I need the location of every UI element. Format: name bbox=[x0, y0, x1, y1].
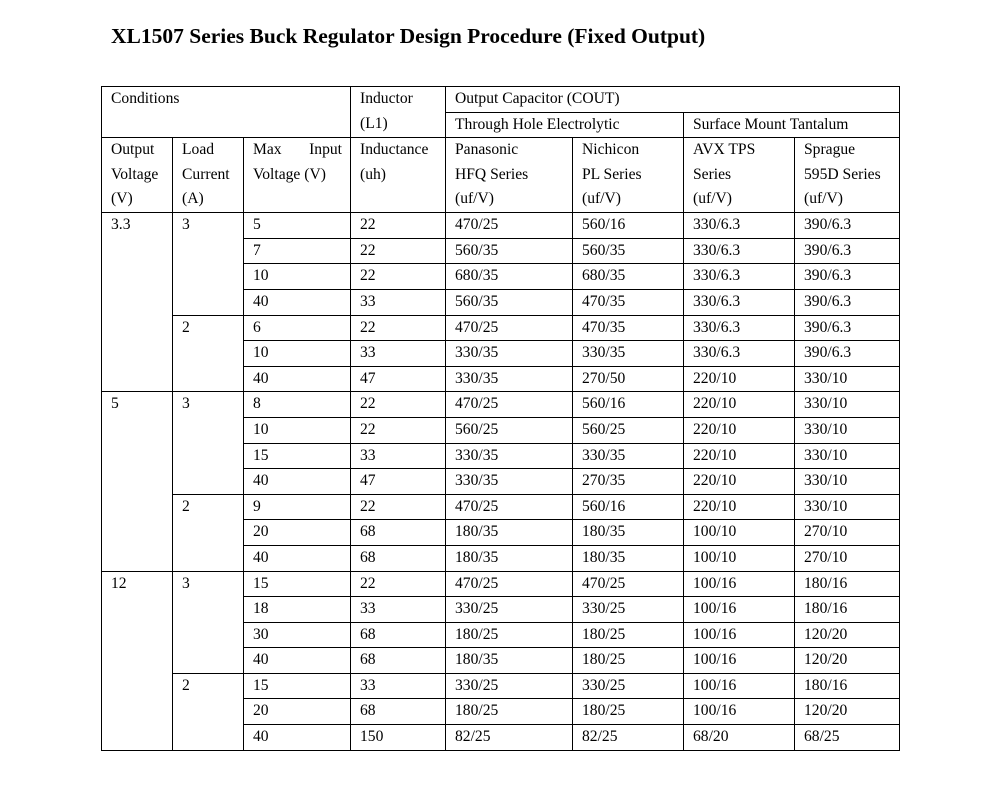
panasonic-cell: 470/25 bbox=[446, 494, 573, 520]
max-input-voltage-cell: 8 bbox=[244, 392, 351, 418]
nichicon-cell: 330/35 bbox=[573, 443, 684, 469]
panasonic-cell: 470/25 bbox=[446, 571, 573, 597]
avx-cell: 220/10 bbox=[684, 392, 795, 418]
nichicon-cell: 330/35 bbox=[573, 341, 684, 367]
max-input-voltage-cell: 5 bbox=[244, 213, 351, 239]
inductance-cell: 150 bbox=[351, 725, 446, 751]
nichicon-cell: 180/25 bbox=[573, 622, 684, 648]
sprague-cell: 390/6.3 bbox=[795, 289, 900, 315]
inductance-cell: 33 bbox=[351, 341, 446, 367]
max-input-voltage-cell: 40 bbox=[244, 545, 351, 571]
nichicon-cell: 560/25 bbox=[573, 417, 684, 443]
panasonic-cell: 470/25 bbox=[446, 315, 573, 341]
sprague-cell: 330/10 bbox=[795, 392, 900, 418]
table-row bbox=[102, 571, 900, 597]
inductance-cell: 68 bbox=[351, 520, 446, 546]
sprague-cell: 390/6.3 bbox=[795, 238, 900, 264]
header-row bbox=[102, 138, 900, 213]
load-current-cell: 2 bbox=[173, 494, 244, 571]
sprague-cell: 330/10 bbox=[795, 417, 900, 443]
inductor-header: Inductor (L1) bbox=[351, 87, 446, 138]
conditions-header: Conditions bbox=[102, 87, 351, 138]
sprague-cell: 390/6.3 bbox=[795, 264, 900, 290]
sprague-cell: 390/6.3 bbox=[795, 213, 900, 239]
load-current-cell: 2 bbox=[173, 673, 244, 750]
avx-cell: 330/6.3 bbox=[684, 264, 795, 290]
avx-cell: 220/10 bbox=[684, 366, 795, 392]
max-input-voltage-cell: 7 bbox=[244, 238, 351, 264]
sprague-cell: 180/16 bbox=[795, 673, 900, 699]
output-voltage-header: Output Voltage (V) bbox=[102, 138, 173, 213]
nichicon-cell: 270/50 bbox=[573, 366, 684, 392]
panasonic-cell: 330/25 bbox=[446, 673, 573, 699]
panasonic-cell: 180/35 bbox=[446, 520, 573, 546]
output-voltage-cell: 5 bbox=[102, 392, 173, 571]
sprague-cell: 330/10 bbox=[795, 443, 900, 469]
design-procedure-table bbox=[101, 86, 900, 751]
nichicon-cell: 560/16 bbox=[573, 213, 684, 239]
sprague-cell: 330/10 bbox=[795, 469, 900, 495]
avx-cell: 330/6.3 bbox=[684, 213, 795, 239]
inductance-cell: 22 bbox=[351, 238, 446, 264]
inductance-cell: 33 bbox=[351, 443, 446, 469]
load-current-header: Load Current (A) bbox=[173, 138, 244, 213]
panasonic-cell: 330/35 bbox=[446, 469, 573, 495]
avx-cell: 100/16 bbox=[684, 597, 795, 623]
sprague-cell: 180/16 bbox=[795, 571, 900, 597]
avx-header: AVX TPS Series (uf/V) bbox=[684, 138, 795, 213]
panasonic-cell: 680/35 bbox=[446, 264, 573, 290]
inductance-cell: 47 bbox=[351, 366, 446, 392]
sprague-cell: 330/10 bbox=[795, 366, 900, 392]
sprague-cell: 330/10 bbox=[795, 494, 900, 520]
table-row bbox=[102, 392, 900, 418]
avx-cell: 100/16 bbox=[684, 648, 795, 674]
table-row bbox=[102, 213, 900, 239]
sprague-cell: 390/6.3 bbox=[795, 341, 900, 367]
max-input-voltage-cell: 40 bbox=[244, 648, 351, 674]
nichicon-cell: 470/25 bbox=[573, 571, 684, 597]
inductance-cell: 33 bbox=[351, 289, 446, 315]
max-input-voltage-cell: 40 bbox=[244, 366, 351, 392]
output-voltage-cell: 3.3 bbox=[102, 213, 173, 392]
inductance-cell: 47 bbox=[351, 469, 446, 495]
table-row bbox=[102, 673, 900, 699]
load-current-cell: 2 bbox=[173, 315, 244, 392]
nichicon-cell: 82/25 bbox=[573, 725, 684, 751]
avx-cell: 100/16 bbox=[684, 699, 795, 725]
nichicon-cell: 270/35 bbox=[573, 469, 684, 495]
sprague-cell: 120/20 bbox=[795, 622, 900, 648]
max-input-voltage-cell: 9 bbox=[244, 494, 351, 520]
sprague-cell: 270/10 bbox=[795, 520, 900, 546]
through-hole-header: Through Hole Electrolytic bbox=[446, 112, 684, 138]
header-row bbox=[102, 87, 900, 113]
nichicon-cell: 330/25 bbox=[573, 597, 684, 623]
max-input-voltage-cell: 15 bbox=[244, 673, 351, 699]
avx-cell: 330/6.3 bbox=[684, 289, 795, 315]
nichicon-cell: 560/35 bbox=[573, 238, 684, 264]
document-title: XL1507 Series Buck Regulator Design Procedure (Fixed Output) bbox=[111, 24, 706, 48]
avx-cell: 220/10 bbox=[684, 469, 795, 495]
panasonic-cell: 330/35 bbox=[446, 366, 573, 392]
inductance-cell: 22 bbox=[351, 213, 446, 239]
inductance-cell: 22 bbox=[351, 392, 446, 418]
table-row bbox=[102, 494, 900, 520]
sprague-cell: 180/16 bbox=[795, 597, 900, 623]
nichicon-cell: 180/25 bbox=[573, 648, 684, 674]
avx-cell: 100/10 bbox=[684, 520, 795, 546]
avx-cell: 100/16 bbox=[684, 571, 795, 597]
nichicon-cell: 680/35 bbox=[573, 264, 684, 290]
avx-cell: 330/6.3 bbox=[684, 315, 795, 341]
avx-cell: 100/16 bbox=[684, 622, 795, 648]
load-current-cell: 3 bbox=[173, 213, 244, 315]
max-input-voltage-cell: 40 bbox=[244, 725, 351, 751]
avx-cell: 330/6.3 bbox=[684, 341, 795, 367]
max-input-voltage-cell: 10 bbox=[244, 417, 351, 443]
max-input-voltage-cell: 20 bbox=[244, 699, 351, 725]
inductance-cell: 33 bbox=[351, 597, 446, 623]
inductance-header: Inductance (uh) bbox=[351, 138, 446, 213]
max-input-voltage-cell: 40 bbox=[244, 469, 351, 495]
panasonic-cell: 330/35 bbox=[446, 341, 573, 367]
inductance-cell: 22 bbox=[351, 315, 446, 341]
inductance-cell: 22 bbox=[351, 494, 446, 520]
max-input-voltage-cell: 15 bbox=[244, 443, 351, 469]
sprague-header: Sprague 595D Series (uf/V) bbox=[795, 138, 900, 213]
nichicon-cell: 180/25 bbox=[573, 699, 684, 725]
avx-cell: 100/16 bbox=[684, 673, 795, 699]
output-voltage-cell: 12 bbox=[102, 571, 173, 750]
inductance-cell: 68 bbox=[351, 622, 446, 648]
panasonic-cell: 180/35 bbox=[446, 648, 573, 674]
max-input-voltage-cell: 18 bbox=[244, 597, 351, 623]
max-input-voltage-cell: 20 bbox=[244, 520, 351, 546]
nichicon-cell: 560/16 bbox=[573, 392, 684, 418]
nichicon-cell: 180/35 bbox=[573, 520, 684, 546]
nichicon-cell: 180/35 bbox=[573, 545, 684, 571]
avx-cell: 220/10 bbox=[684, 417, 795, 443]
panasonic-cell: 180/35 bbox=[446, 545, 573, 571]
panasonic-cell: 180/25 bbox=[446, 622, 573, 648]
max-input-voltage-cell: 10 bbox=[244, 341, 351, 367]
panasonic-cell: 180/25 bbox=[446, 699, 573, 725]
panasonic-cell: 470/25 bbox=[446, 392, 573, 418]
panasonic-cell: 470/25 bbox=[446, 213, 573, 239]
panasonic-cell: 560/35 bbox=[446, 289, 573, 315]
avx-cell: 330/6.3 bbox=[684, 238, 795, 264]
max-input-voltage-cell: 15 bbox=[244, 571, 351, 597]
panasonic-cell: 330/25 bbox=[446, 597, 573, 623]
sprague-cell: 270/10 bbox=[795, 545, 900, 571]
inductance-cell: 68 bbox=[351, 648, 446, 674]
inductance-cell: 22 bbox=[351, 417, 446, 443]
max-input-voltage-cell: 10 bbox=[244, 264, 351, 290]
inductance-cell: 33 bbox=[351, 673, 446, 699]
panasonic-cell: 330/35 bbox=[446, 443, 573, 469]
avx-cell: 100/10 bbox=[684, 545, 795, 571]
inductance-cell: 22 bbox=[351, 264, 446, 290]
inductance-cell: 68 bbox=[351, 545, 446, 571]
panasonic-cell: 560/35 bbox=[446, 238, 573, 264]
load-current-cell: 3 bbox=[173, 392, 244, 494]
table-row bbox=[102, 315, 900, 341]
sprague-cell: 120/20 bbox=[795, 699, 900, 725]
sprague-cell: 68/25 bbox=[795, 725, 900, 751]
nichicon-cell: 470/35 bbox=[573, 315, 684, 341]
nichicon-cell: 470/35 bbox=[573, 289, 684, 315]
avx-cell: 68/20 bbox=[684, 725, 795, 751]
panasonic-cell: 560/25 bbox=[446, 417, 573, 443]
max-input-voltage-cell: 40 bbox=[244, 289, 351, 315]
panasonic-cell: 82/25 bbox=[446, 725, 573, 751]
max-input-voltage-header: Max Input Voltage (V) bbox=[244, 138, 351, 213]
inductance-cell: 22 bbox=[351, 571, 446, 597]
sprague-cell: 120/20 bbox=[795, 648, 900, 674]
nichicon-cell: 330/25 bbox=[573, 673, 684, 699]
nichicon-cell: 560/16 bbox=[573, 494, 684, 520]
avx-cell: 220/10 bbox=[684, 494, 795, 520]
max-input-voltage-cell: 6 bbox=[244, 315, 351, 341]
load-current-cell: 3 bbox=[173, 571, 244, 673]
sprague-cell: 390/6.3 bbox=[795, 315, 900, 341]
nichicon-header: Nichicon PL Series (uf/V) bbox=[573, 138, 684, 213]
avx-cell: 220/10 bbox=[684, 443, 795, 469]
max-input-voltage-cell: 30 bbox=[244, 622, 351, 648]
surface-mount-header: Surface Mount Tantalum bbox=[684, 112, 900, 138]
panasonic-header: Panasonic HFQ Series (uf/V) bbox=[446, 138, 573, 213]
inductance-cell: 68 bbox=[351, 699, 446, 725]
output-capacitor-header: Output Capacitor (COUT) bbox=[446, 87, 900, 113]
